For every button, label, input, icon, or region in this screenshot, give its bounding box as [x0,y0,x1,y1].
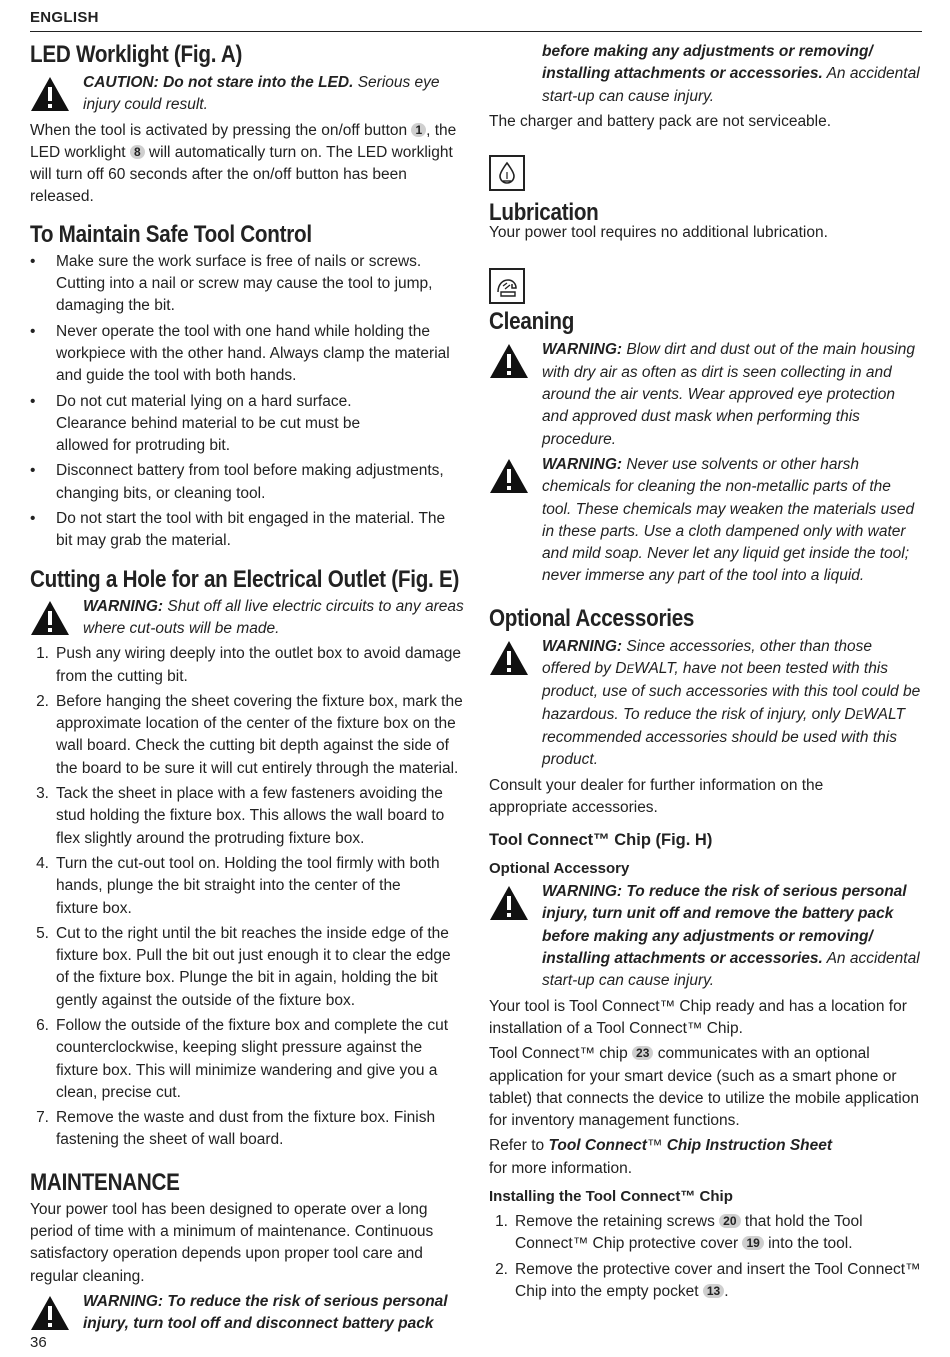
page-number: 36 [30,1334,47,1351]
list-item: 3. Tack the sheet in place with a few fasteners avoiding the stud holding the fixture box. This allows the wall board to flex slightly around the protruding fixture box. [36,785,445,847]
optional-accessory-subheading: Optional Accessory [489,860,630,878]
callout-badge: 19 [742,1236,763,1250]
warning-triangle-icon [30,600,70,636]
warning-triangle-icon [489,640,529,676]
list-item: • Disconnect battery from tool before making adjustments, changing bits, or cleaning tool. [30,462,444,502]
tool-connect-p2: Tool Connect™ chip 23 communicates with an optional application for your smart device (such as a smart phone or tablet) that connects the device to utilize the mobile application for inventory management functions. [489,1045,919,1130]
warning-triangle-icon [30,76,70,112]
cutting-steps [30,643,465,1152]
list-item: 7. Remove the waste and dust from the fixture box. Finish fastening the sheet of wall board. [36,1109,436,1149]
lubrication-icon [489,155,525,191]
list-item: • Never operate the tool with one hand while holding the workpiece with the other hand. Always clamp the material and guide the tool with both hands. [30,322,450,385]
lubrication-text: Your power tool requires no additional lubrication. [489,224,828,242]
page-header [30,9,922,32]
tool-connect-p3: Refer to Tool Connect™ Chip Instruction Sheet for more information. [489,1137,833,1177]
list-item: 2. Before hanging the sheet covering the fixture box, mark the approximate location of the center of the fixture box on the wall board. Check the cutting bit depth against the side of the board to be sure it will cut entirely through the material. [36,692,463,777]
optional-accessories-heading: Optional Accessories [489,604,695,632]
led-caution: CAUTION: Do not stare into the LED. Serious eye injury could result. [30,72,465,117]
maintenance-warning: WARNING: To reduce the risk of serious personal injury, turn tool off and disconnect battery pack [30,1291,465,1336]
callout-badge: 13 [703,1284,724,1298]
cleaning-warning-1: WARNING: Blow dirt and dust out of the main housing with dry air as often as dirt is seen collecting in and around the air vents. Wear approved eye protection and approved dust mask when performing this procedure. [489,339,924,450]
list-item: 1. Remove the retaining screws 20 that hold the Tool Connect™ Chip protective cover 19 into the tool. [495,1212,863,1253]
safe-control-heading: To Maintain Safe Tool Control [30,220,312,248]
list-item: • Make sure the work surface is free of nails or screws. Cutting into a nail or screw may cause the tool to jump, damaging the bit. [30,252,433,315]
warning-triangle-icon [489,458,529,494]
list-item: • Do not cut material lying on a hard surface. Clearance behind material to be cut must be allowed for protruding bit. [30,392,361,455]
led-worklight-heading: LED Worklight (Fig. A) [30,41,243,68]
callout-badge: 20 [719,1214,740,1228]
callout-badge: 8 [130,145,145,159]
cutting-heading: Cutting a Hole for an Electrical Outlet (Fig. E) [30,565,460,593]
list-item: 1. Push any wiring deeply into the outlet box to avoid damage from the cutting bit. [36,645,461,685]
optional-accessories-warning: WARNING: Since accessories, other than those offered by DEWALT, have not been tested with this product, use of such accessories with this tool could be hazardous. To reduce the risk of injury, only DEWALT recommended accessories should be used with this product. [489,636,924,772]
language-label: ENGLISH [30,9,99,26]
lubrication-heading: Lubrication [489,199,599,227]
callout-badge: 1 [411,123,426,137]
list-item: • Do not start the tool with bit engaged in the material. The bit may grab the material. [30,510,446,550]
maintenance-warning-continued: before making any adjustments or removing/ installing attachments or accessories. An accidental start-up can cause injury. [542,43,920,105]
cleaning-warning-2: WARNING: Never use solvents or other harsh chemicals for cleaning the non-metallic parts of the tool. These chemicals may weaken the materials used in these parts. Use a cloth dampened only with water and mild soap. Never let any liquid get inside the tool; never immerse any part of the tool into a liquid. [489,454,924,588]
list-item: 2. Remove the protective cover and insert the Tool Connect™ Chip into the empty pocket 13 . [495,1260,921,1300]
list-item: 6. Follow the outside of the fixture box and complete the cut counterclockwise, keeping slight pressure against the fixture box. This will minimize wandering and give you a clean, precise cut. [36,1016,449,1101]
maintenance-text: Your power tool has been designed to operate over a long period of time with a minimum of maintenance. Continuous satisfactory operation depends upon proper tool care and regular cleaning. [30,1200,434,1285]
tool-connect-p1: Your tool is Tool Connect™ Chip ready and has a location for installation of a Tool Connect™ Chip. [489,997,907,1037]
install-steps [489,1211,924,1303]
optional-accessories-text: Consult your dealer for further information on the appropriate accessories. [489,776,824,816]
list-item: 5. Cut to the right until the bit reaches the inside edge of the fixture box. Pull the bit out just enough it to clear the edge of the fixture box. Plunge the bit in again, holding the bit gently against the outside of the fixture box. [36,924,451,1009]
list-item: 4. Turn the cut-out tool on. Holding the tool firmly with both hands, plunge the bit straight into the center of the fixture box. [36,854,440,917]
cutting-warning: WARNING: Shut off all live electric circuits to any areas where cut-outs will be made. [30,596,465,641]
right-column [489,41,924,1303]
maintenance-heading: MAINTENANCE [30,1168,180,1196]
warning-triangle-icon [30,1295,70,1331]
install-heading: Installing the Tool Connect™ Chip [489,1187,733,1205]
callout-badge: 23 [632,1046,653,1060]
left-column [30,40,465,1336]
cleaning-heading: Cleaning [489,308,575,336]
charger-text: The charger and battery pack are not serviceable. [489,112,832,130]
tool-connect-heading: Tool Connect™ Chip (Fig. H) [489,831,713,850]
warning-triangle-icon [489,885,529,921]
led-paragraph: When the tool is activated by pressing the on/off button 1 , the LED worklight 8 will automatically turn on. The LED worklight will turn off 60 seconds after the on/off button has been released. [30,121,457,206]
safe-control-list [30,251,465,553]
cleaning-icon [489,268,525,304]
tool-connect-warning: WARNING: To reduce the risk of serious personal injury, turn unit off and remove the battery pack before making any adjustments or removing/ installing attachments or accessories. An accidental start-up can cause injury. [489,881,924,992]
warning-triangle-icon [489,343,529,379]
